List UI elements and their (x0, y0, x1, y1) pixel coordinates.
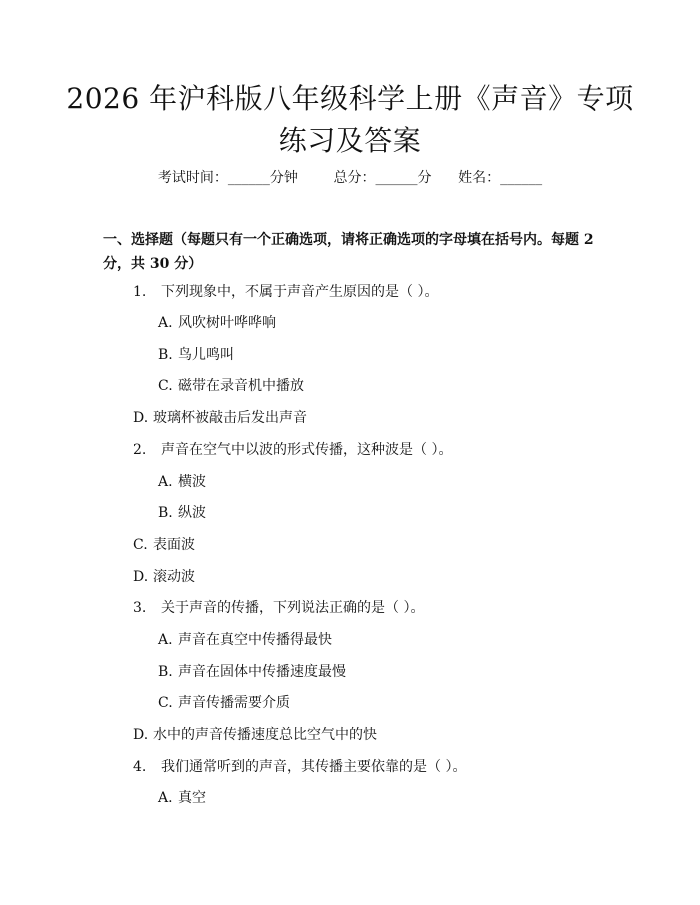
option-text: 磁带在录音机中播放 (178, 378, 304, 394)
question-text: 关于声音的传播，下列说法正确的是（ ）。 (161, 600, 425, 616)
option-key: C. (158, 378, 173, 394)
question-stem (133, 440, 452, 460)
option-key: B. (158, 347, 173, 363)
document-title: 2026 年沪科版八年级科学上册《声音》专项练习及答案 (66, 82, 634, 157)
answer-option (133, 725, 377, 745)
answer-option (158, 662, 346, 682)
answer-option (133, 408, 307, 428)
option-text: 真空 (178, 790, 206, 806)
option-key: A. (158, 790, 173, 806)
option-text: 声音传播需要介质 (178, 695, 290, 711)
question-number: 2. (133, 442, 147, 458)
option-key: C. (133, 537, 148, 553)
question-text: 声音在空气中以波的形式传播，这种波是（ ）。 (161, 442, 453, 458)
question-stem (133, 598, 424, 618)
option-key: A. (158, 315, 173, 331)
option-text: 鸟儿鸣叫 (178, 347, 234, 363)
exam-meta (0, 168, 700, 188)
option-text: 水中的声音传播速度总比空气中的快 (153, 727, 377, 743)
question-number: 3. (133, 600, 147, 616)
option-text: 滚动波 (153, 569, 195, 585)
student-name-field: 姓名：______ (458, 170, 543, 186)
option-text: 风吹树叶哗哗响 (178, 315, 276, 331)
question-text: 我们通常听到的声音，其传播主要依靠的是（ ）。 (161, 759, 467, 775)
option-key: A. (158, 632, 173, 648)
question-stem (133, 757, 466, 777)
total-score-field: 总分：______分 (333, 170, 432, 186)
answer-option (133, 567, 195, 587)
answer-option (158, 376, 304, 396)
option-key: B. (158, 505, 173, 521)
option-key: D. (133, 569, 149, 585)
section-heading: 一、选择题（每题只有一个正确选项，请将正确选项的字母填在括号内。每题 2 分，共 30 分） (103, 232, 594, 272)
exam-time-field: 考试时间：______分钟 (157, 170, 298, 186)
option-key: C. (158, 695, 173, 711)
answer-option (158, 313, 276, 333)
answer-option (158, 693, 290, 713)
option-key: D. (133, 727, 149, 743)
option-text: 表面波 (153, 537, 195, 553)
question-stem (133, 282, 438, 302)
answer-option (133, 535, 195, 555)
answer-option (158, 345, 234, 365)
answer-option (158, 630, 332, 650)
option-text: 声音在固体中传播速度最慢 (178, 664, 346, 680)
option-text: 声音在真空中传播得最快 (178, 632, 332, 648)
option-text: 纵波 (178, 505, 206, 521)
option-text: 横波 (178, 474, 206, 490)
question-number: 4. (133, 759, 147, 775)
option-text: 玻璃杯被敲击后发出声音 (153, 410, 307, 426)
answer-option (158, 503, 206, 523)
answer-option (158, 472, 206, 492)
question-number: 1. (133, 284, 147, 300)
option-key: B. (158, 664, 173, 680)
option-key: A. (158, 474, 173, 490)
option-key: D. (133, 410, 149, 426)
question-text: 下列现象中，不属于声音产生原因的是（ ）。 (161, 284, 439, 300)
answer-option (158, 788, 206, 808)
